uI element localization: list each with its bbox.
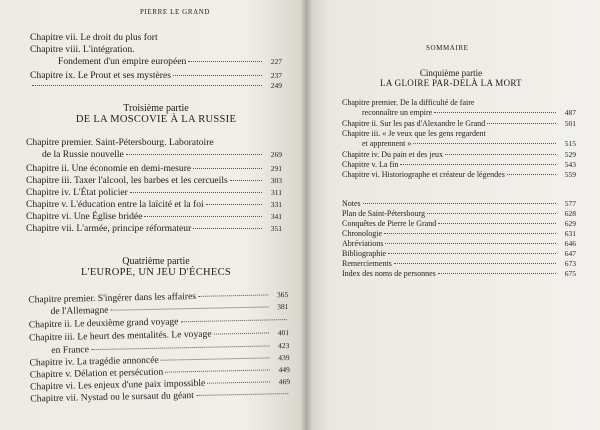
toc-entry: Chapitre iii. Le heurt des mentalités. Le voyage 401 <box>28 328 290 344</box>
annex-entry: Notes 577 <box>342 199 576 208</box>
toc-entry: Chapitre iv. Du pain et des jeux 529 <box>342 150 576 159</box>
part-title: L'EUROPE, UN JEU D'ÉCHECS <box>80 267 232 278</box>
annex-entry: Chronologie 631 <box>342 229 576 238</box>
part-title: DE LA MOSCOVIE À LA RUSSIE <box>75 114 237 125</box>
toc-entry: Chapitre vi. Historiographe et créateur de légendes 559 <box>342 170 576 179</box>
book-gutter <box>300 0 312 430</box>
toc-entry: Chapitre ii. Le deuxième grand voyage <box>29 314 289 331</box>
toc-entry: Chapitre premier. De la difficulté de faire <box>342 98 475 107</box>
toc-entry: Chapitre v. Délation et persécution 449 <box>29 365 290 381</box>
toc-entry: 249 <box>30 80 282 92</box>
toc-entry: Chapitre premier. S'ingérer dans les affaires 365 <box>28 290 289 306</box>
toc-entry: de la Russie nouvelle 269 <box>42 149 282 160</box>
toc-entry: Chapitre v. La fin 543 <box>342 160 576 169</box>
running-head-left: PIERRE LE GRAND <box>140 8 211 16</box>
part-label: Quatrième partie <box>122 256 190 267</box>
toc-entry: Fondement d'un empire européen 227 <box>58 56 282 67</box>
toc-entry: Chapitre iii. « Je veux que les gens regardent <box>342 129 486 138</box>
toc-entry: Chapitre ix. Le Prout et ses mystères 237 <box>30 70 282 81</box>
toc-entry: de l'Allemagne 381 <box>50 302 289 318</box>
annex-entry: Abréviations 646 <box>342 239 576 248</box>
toc-entry: Chapitre v. L'éducation entre la laïcité et la foi 331 <box>26 199 282 210</box>
annex-entry: Remerciements 673 <box>342 259 576 268</box>
annex-entry: Conquêtes de Pierre le Grand 629 <box>342 219 576 228</box>
toc-entry: Chapitre iii. Taxer l'alcool, les barbes et les cercueils 303 <box>26 175 282 186</box>
annex-entry: Bibliographie 647 <box>342 249 576 258</box>
toc-entry: Chapitre vi. Une Église bridée 341 <box>26 211 282 222</box>
toc-entry: Chapitre vi. Les enjeux d'une paix impossible 469 <box>29 377 291 393</box>
toc-entry: Chapitre ii. Sur les pas d'Alexandre le Grand 501 <box>342 119 576 128</box>
running-head-right: SOMMAIRE <box>426 44 469 52</box>
toc-entry: Chapitre premier. Saint-Pétersbourg. Laboratoire <box>26 137 214 148</box>
toc-entry: Chapitre vii. Nystad ou le sursaut du géant <box>30 388 290 405</box>
right-page <box>306 0 600 430</box>
part-title: LA GLOIRE PAR-DELÀ LA MORT <box>380 78 522 88</box>
part-label: Troisième partie <box>123 103 189 114</box>
toc-entry: Chapitre vii. Le droit du plus fort <box>30 32 158 43</box>
part-label: Cinquième partie <box>419 68 483 78</box>
toc-entry: Chapitre iv. L'État policier 311 <box>26 187 282 198</box>
toc-entry: en France 423 <box>51 341 290 357</box>
toc-entry: Chapitre iv. La tragédie annoncée 439 <box>29 353 290 369</box>
toc-entry: et apprennent » 515 <box>362 139 576 148</box>
toc-entry: Chapitre viii. L'intégration. <box>30 44 135 55</box>
toc-entry: Chapitre ii. Une économie en demi-mesure 291 <box>26 163 282 174</box>
annex-entry: Index des noms de personnes 675 <box>342 269 576 278</box>
toc-entry: Chapitre vii. L'armée, principe réformateur 351 <box>26 223 282 234</box>
toc-entry: reconnaître un empire 487 <box>362 108 576 117</box>
annex-entry: Plan de Saint-Pétersbourg 628 <box>342 209 576 218</box>
